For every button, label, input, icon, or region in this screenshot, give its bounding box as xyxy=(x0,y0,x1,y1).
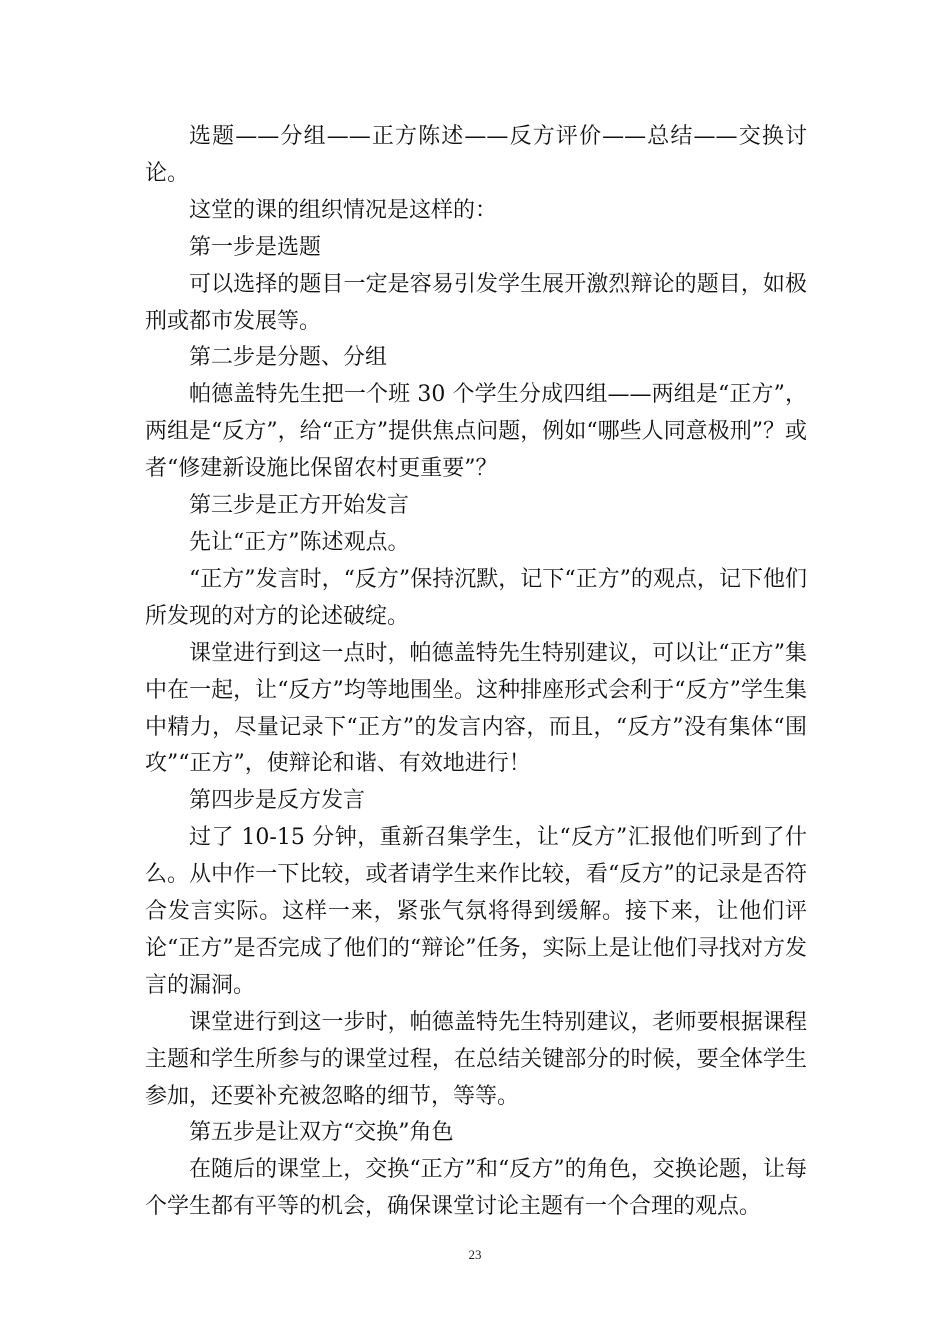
step-heading-1: 第一步是选题 xyxy=(189,234,322,260)
step-heading-5: 第五步是让双方“交换”角色 xyxy=(189,1120,454,1146)
paragraph-process-flow: 选题——分组——正方陈述——反方评价——总结——交换讨论。 xyxy=(145,124,807,186)
paragraph-step-2: 帕德盖特先生把一个班 30 个学生分成四组——两组是“正方”，两组是“反方”，给“正方”提供焦点问题，例如“哪些人同意极刑”？或者“修建新设施比保留农村更重要”？ xyxy=(145,382,807,482)
paragraph-step-4b: 课堂进行到这一步时，帕德盖特先生特别建议，老师要根据课程主题和学生所参与的课堂过程，在总结关键部分的时候，要全体学生参加，还要补充被忽略的细节，等等。 xyxy=(145,1009,807,1109)
paragraph-step-4a: 过了 10-15 分钟，重新召集学生，让“反方”汇报他们听到了什么。从中作一下比较，或者请学生来作比较，看“反方”的记录是否符合发言实际。这样一来，紧张气氛将得到缓解。接下来，让他们评论“正方”是否完成了他们的“辩论”任务，实际上是让他们寻找对方发言的漏洞。 xyxy=(145,825,807,998)
step-heading-4: 第四步是反方发言 xyxy=(189,788,366,814)
page-number: 23 xyxy=(468,1247,482,1262)
step-heading-3: 第三步是正方开始发言 xyxy=(189,493,410,519)
step-heading-2: 第二步是分题、分组 xyxy=(189,345,388,371)
paragraph-step-5: 在随后的课堂上，交换“正方”和“反方”的角色，交换论题，让每个学生都有平等的机会，确保课堂讨论主题有一个合理的观点。 xyxy=(145,1157,807,1220)
paragraph-step-3c: 课堂进行到这一点时，帕德盖特先生特别建议，可以让“正方”集中在一起，让“反方”均等地围坐。这种排座形式会利于“反方”学生集中精力，尽量记录下“正方”的发言内容，而且，“反方”没有集体“围攻”“正方”，使辩论和谐、有效地进行！ xyxy=(145,640,807,777)
paragraph-step-3b: “正方”发言时，“反方”保持沉默，记下“正方”的观点，记下他们所发现的对方的论述破绽。 xyxy=(145,566,807,629)
paragraph-intro: 这堂的课的组织情况是这样的： xyxy=(189,197,498,223)
document-body xyxy=(145,119,807,1226)
paragraph-step-3a: 先让“正方”陈述观点。 xyxy=(189,529,410,555)
paragraph-step-1: 可以选择的题目一定是容易引发学生展开激烈辩论的题目，如极刑或都市发展等。 xyxy=(145,271,807,334)
